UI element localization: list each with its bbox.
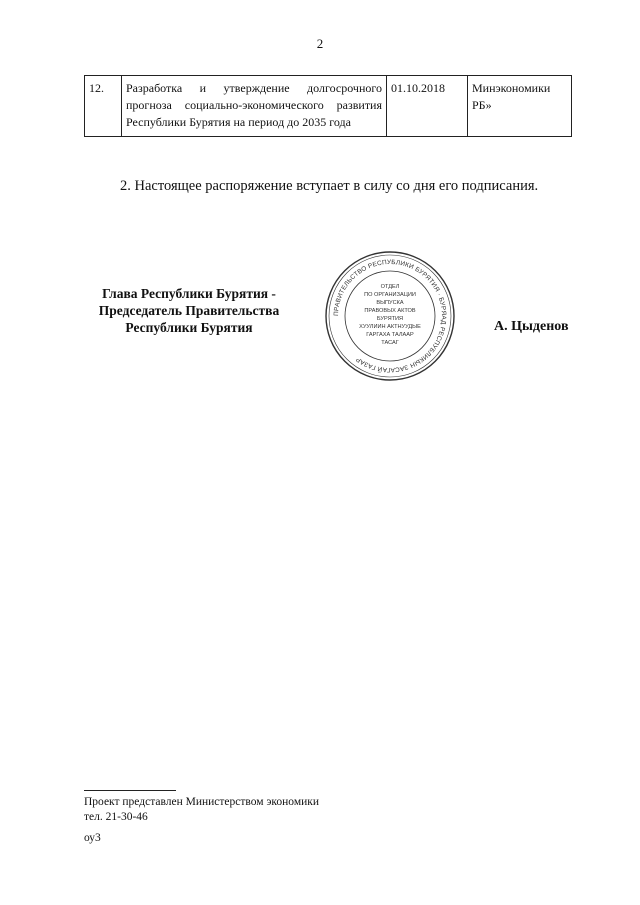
row-date: 01.10.2018: [387, 76, 468, 137]
plan-table: [84, 75, 572, 137]
effective-clause: 2. Настоящее распоряжение вступает в силу со дня его подписания.: [120, 178, 539, 194]
seal-center-text: ПО ОРГАНИЗАЦИИ: [364, 292, 416, 298]
footnote-line: Проект представлен Министерством экономики: [84, 796, 320, 808]
seal-center-text: ХУУЛИИН АКТНУУДЫЕ: [359, 324, 421, 330]
row-responsible: Минэкономики РБ»: [468, 76, 572, 137]
signer-title-line: Республики Бурятия: [125, 320, 253, 335]
official-seal: [324, 250, 456, 382]
table-row: [85, 76, 572, 137]
signer-title: [84, 285, 294, 336]
page-number: 2: [316, 36, 324, 51]
seal-ring-text: ПРАВИТЕЛЬСТВО РЕСПУБЛИКИ БУРЯТИЯ · БУРЯАД РЕСПУБЛИКЫН ЗАСАГАЙ ГАЗАР: [332, 258, 448, 374]
seal-center-text: ВЫПУСКА: [376, 300, 404, 306]
seal-center-text: ТАСАГ: [381, 340, 399, 346]
seal-center-text: ОТДЕЛ: [380, 284, 400, 290]
row-description: Разработка и утверждение долгосрочного прогноза социально-экономического развития Республики Бурятия на период до 2035 года: [122, 76, 387, 137]
signer-title-line: Глава Республики Бурятия -: [102, 286, 276, 301]
footnote: [84, 795, 319, 825]
seal-center-text: ГАРГАХА ТАЛААР: [366, 332, 414, 338]
seal-center-text: БУРЯТИЯ: [376, 316, 404, 322]
signer-name: А. Цыденов: [494, 319, 569, 334]
footnote-divider: [84, 790, 176, 791]
footnote-line: тел. 21-30-46: [84, 811, 148, 823]
seal-center-text: ПРАВОВЫХ АКТОВ: [364, 308, 416, 314]
row-number: 12.: [85, 76, 122, 137]
executor-code: оу3: [84, 832, 101, 844]
signer-title-line: Председатель Правительства: [98, 303, 280, 318]
